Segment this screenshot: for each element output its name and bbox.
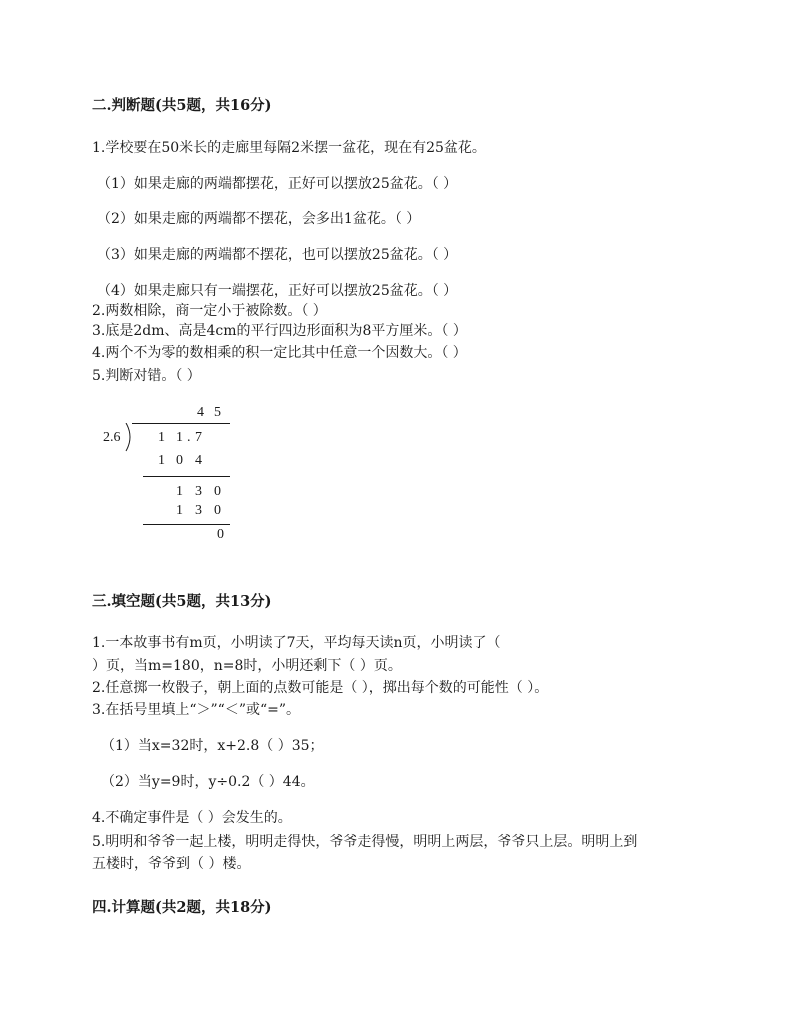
step-digit: 4 [195, 453, 202, 468]
dividend-digit: 1 [158, 430, 165, 445]
dividend-digit: 1 [176, 430, 183, 445]
division-bar [132, 423, 230, 424]
q2-5: 5.判断对错。（ ） [92, 368, 201, 384]
q3-4: 4.不确定事件是（ ）会发生的。 [92, 810, 292, 826]
q3-1-line-2: ）页，当m=180，n=8时，小明还剩下（ ）页。 [92, 658, 402, 674]
step-digit: 3 [195, 503, 202, 518]
division-bracket [124, 423, 134, 453]
q2-1-sub-3: （3）如果走廊的两端都不摆花，也可以摆放25盆花。（ ） [97, 247, 458, 263]
dividend-point: . [187, 430, 191, 445]
step-digit: 0 [214, 484, 221, 499]
q2-1-sub-4: （4）如果走廊只有一端摆花，正好可以摆放25盆花。（ ） [97, 283, 458, 299]
section-3-title: 三.填空题(共5题，共13分) [92, 593, 272, 610]
division-underline [143, 476, 230, 477]
q3-5-line-1: 5.明明和爷爷一起上楼，明明走得快，爷爷走得慢，明明上两层，爷爷只上层。明明上到 [92, 834, 638, 850]
step-digit: 1 [176, 484, 183, 499]
divisor: 2.6 [103, 430, 121, 445]
quotient-digit: 4 [197, 405, 204, 420]
step-digit: 3 [195, 484, 202, 499]
q2-2: 2.两数相除，商一定小于被除数。（ ） [92, 303, 327, 319]
step-digit: 0 [214, 503, 221, 518]
q3-3-sub-1: （1）当x=32时，x+2.8（ ）35； [101, 738, 324, 754]
step-digit: 0 [176, 453, 183, 468]
division-underline [143, 524, 230, 525]
remainder: 0 [217, 527, 224, 542]
q3-5-line-2: 五楼时，爷爷到（ ）楼。 [92, 856, 251, 872]
q3-3-sub-2: （2）当y=9时，y÷0.2（ ）44。 [101, 774, 315, 790]
q3-2: 2.任意掷一枚骰子，朝上面的点数可能是（ ），掷出每个数的可能性（ ）。 [92, 680, 549, 696]
q2-3: 3.底是2dm、高是4cm的平行四边形面积为8平方厘米。（ ） [92, 323, 467, 339]
section-2-title: 二.判断题(共5题，共16分) [92, 97, 272, 114]
q3-3: 3.在括号里填上“＞”“＜”或“=”。 [92, 702, 301, 718]
dividend-digit: 7 [195, 430, 202, 445]
quotient-digit: 5 [214, 405, 221, 420]
q2-1-sub-2: （2）如果走廊的两端都不摆花，会多出1盆花。（ ） [97, 211, 421, 227]
q2-1-stem: 1.学校要在50米长的走廊里每隔2米摆一盆花，现在有25盆花。 [92, 140, 486, 156]
q2-1-sub-1: （1）如果走廊的两端都摆花，正好可以摆放25盆花。（ ） [97, 176, 458, 192]
step-digit: 1 [176, 503, 183, 518]
q2-4: 4.两个不为零的数相乘的积一定比其中任意一个因数大。（ ） [92, 345, 467, 361]
q3-1-line-1: 1.一本故事书有m页，小明读了7天，平均每天读n页，小明读了（ [92, 635, 501, 651]
step-digit: 1 [158, 453, 165, 468]
section-4-title: 四.计算题(共2题，共18分) [92, 899, 272, 916]
